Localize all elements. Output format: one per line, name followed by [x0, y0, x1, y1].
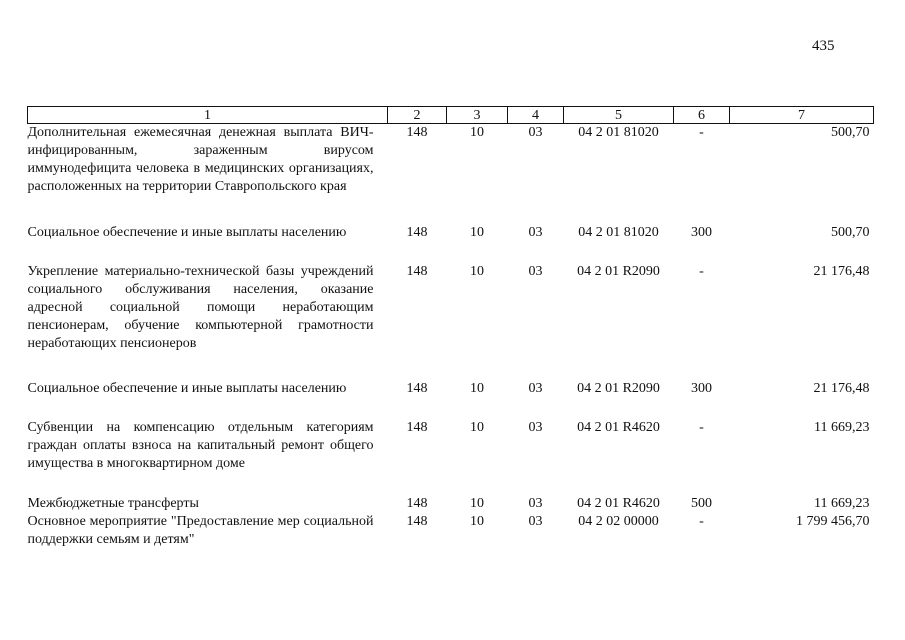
- row-section: 10: [470, 380, 484, 396]
- row-section: 10: [470, 495, 484, 511]
- row-amount: 500,70: [831, 224, 870, 240]
- header-col-1: 1: [28, 107, 388, 124]
- row-name: Укрепление материально-технической базы учреждений социального обслуживания населения, оказание адресной социальной помощи неработающим пенсионерам, обучение компьютерной грамотности неработающих пенсионеров: [27, 263, 374, 351]
- row-ministry-code: 148: [406, 224, 428, 240]
- row-section: 10: [470, 263, 484, 279]
- header-col-7: 7: [730, 107, 874, 124]
- row-section: 10: [470, 419, 484, 435]
- row-name: Субвенции на компенсацию отдельным категориям граждан оплаты взноса на капитальный ремонт общего имущества в многоквартирном доме: [27, 419, 374, 471]
- table-row: [28, 124, 874, 224]
- table-row: [28, 419, 874, 495]
- row-target-article: 04 2 02 00000: [578, 513, 659, 529]
- header-col-5: 5: [564, 107, 674, 124]
- row-subsection: 03: [528, 495, 543, 511]
- row-ministry-code: 148: [406, 263, 428, 279]
- row-target-article: 04 2 01 81020: [578, 224, 659, 240]
- row-subsection: 03: [528, 380, 543, 396]
- row-subsection: 03: [528, 513, 543, 529]
- row-amount: 21 176,48: [813, 263, 870, 279]
- row-expense-type: -: [699, 263, 704, 279]
- row-subsection: 03: [528, 419, 543, 435]
- row-ministry-code: 148: [406, 495, 428, 511]
- row-section: 10: [470, 224, 484, 240]
- row-section: 10: [470, 513, 484, 529]
- row-target-article: 04 2 01 R4620: [577, 495, 660, 511]
- row-expense-type: 500: [691, 495, 712, 511]
- row-name: Социальное обеспечение и иные выплаты населению: [27, 224, 347, 240]
- row-amount: 11 669,23: [814, 495, 870, 511]
- header-col-3: 3: [447, 107, 508, 124]
- budget-table: [27, 106, 874, 553]
- row-subsection: 03: [528, 224, 543, 240]
- table-row: [28, 513, 874, 553]
- row-name: Межбюджетные трансферты: [27, 495, 199, 511]
- row-ministry-code: 148: [406, 125, 428, 140]
- row-amount: 500,70: [831, 125, 870, 140]
- table-row: [28, 224, 874, 263]
- header-col-6: 6: [674, 107, 730, 124]
- row-ministry-code: 148: [406, 419, 428, 435]
- page-number: 435: [812, 38, 835, 54]
- row-name: Дополнительная ежемесячная денежная выплата ВИЧ-инфицированным, зараженным вирусом иммунодефицита человека в медицинских организациях, расположенных на территории Ставропольского края: [27, 125, 374, 194]
- row-subsection: 03: [528, 125, 543, 140]
- row-subsection: 03: [528, 263, 543, 279]
- row-amount: 11 669,23: [814, 419, 870, 435]
- table-row: [28, 495, 874, 513]
- row-target-article: 04 2 01 81020: [578, 125, 659, 140]
- row-amount: 1 799 456,70: [796, 513, 870, 529]
- header-col-4: 4: [508, 107, 564, 124]
- row-target-article: 04 2 01 R2090: [577, 380, 660, 396]
- row-amount: 21 176,48: [813, 380, 870, 396]
- row-expense-type: 300: [691, 380, 712, 396]
- table-row: [28, 380, 874, 419]
- row-section: 10: [470, 125, 484, 140]
- row-expense-type: -: [699, 419, 704, 435]
- header-row: [28, 107, 874, 124]
- header-col-2: 2: [388, 107, 447, 124]
- row-expense-type: -: [699, 125, 704, 140]
- row-target-article: 04 2 01 R4620: [577, 419, 660, 435]
- row-name: Основное мероприятие "Предоставление мер социальной поддержки семьям и детям": [27, 513, 374, 547]
- row-name: Социальное обеспечение и иные выплаты населению: [27, 380, 347, 396]
- row-ministry-code: 148: [406, 513, 428, 529]
- table-row: [28, 263, 874, 380]
- row-ministry-code: 148: [406, 380, 428, 396]
- row-expense-type: -: [699, 513, 704, 529]
- row-expense-type: 300: [691, 224, 712, 240]
- row-target-article: 04 2 01 R2090: [577, 263, 660, 279]
